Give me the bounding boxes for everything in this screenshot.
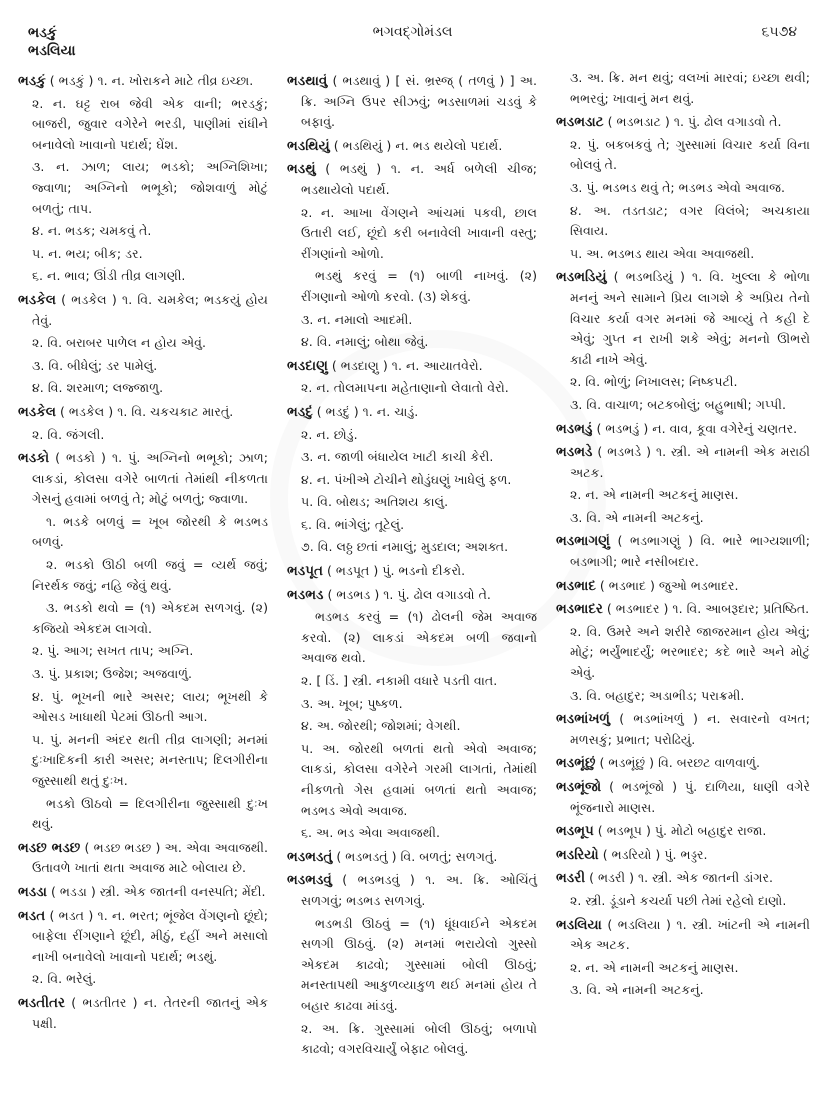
definition-text: ૨. વિ. ઉમરે અને શરીરે જાજરમાન હોય એવું; મોટું; ભર્યુંભાદર્યું; ભરભાદર; કદે ભારે અને મોટું એવું. [570, 623, 810, 681]
definition-text: ૫. પું. મનની અંદર થતી તીવ્ર લાગણી; મનમાં દુઃખાદિકની કારી અસર; મનસ્તાપ; દિલગીરીના જુસ્સાથી થતું દુઃખ. [32, 731, 268, 788]
sense-line [287, 425, 537, 446]
definition-text: ( ભડભડવું ) ૧. અ. ક્રિ. ઓચિંતું સળગવું; ભડભડ સળગવું. [301, 872, 537, 908]
headword: ભડકું [18, 73, 46, 89]
dictionary-entry [556, 112, 810, 133]
sense-line [287, 1019, 537, 1060]
dictionary-entry [556, 267, 810, 370]
sense-line [287, 203, 537, 265]
sense-line [287, 447, 537, 468]
definition-text: ૨. ન. એ નામની અટકનું માણસ. [570, 959, 739, 975]
sense-line [287, 671, 537, 692]
sense-line [556, 244, 810, 265]
sense-line [556, 508, 810, 529]
sense-line [556, 686, 810, 707]
definition-text: ૨. ન. આખા વેંગણને આંચમાં પકવી, છાલ ઉતારી લઈ, છૂંદો કરી બનાવેલી ખાવાની વસ્તુ; રીંગણાંનો ઓળો. [301, 204, 537, 261]
definition-text: ભડકો ઊઠવો = દિલગીરીના જુસ્સાથી દુઃખ થવું. [32, 795, 268, 832]
headword: ભડકેલ [18, 291, 56, 308]
definition-text: ૪. વિ. શરમાળ; લજ્જાળુ. [32, 380, 164, 396]
definition-text: ૫. ન. ભય; બીક; ડર. [32, 245, 143, 261]
dictionary-entry [556, 531, 810, 572]
definition-text: ( ભડપૂત ) પું. ભડનો દીકરો. [322, 563, 466, 579]
definition-text: ( ભડભૂપ ) પું. મોટો બહાદુર રાજા. [593, 823, 767, 839]
definition-text: ૬. વિ. ભાંગેલું; તૂટેલું. [301, 516, 405, 532]
sense-line [18, 378, 268, 399]
definition-text: ૫. અ. જોરથી બળતાં થતો એવો અવાજ; લાકડાં, કોલસા વગેરેને ગરમી લાગતાં, તેમાંથી નીકળતો ગેસ હવામાં બળતાં થતો અવાજ; ભડભડ એવો અવાજ. [301, 740, 537, 818]
idiom-line [287, 266, 537, 307]
headword: ભડભડાટ [556, 114, 604, 131]
dictionary-entry [556, 845, 810, 866]
sense-line [18, 664, 268, 685]
headword: ભડભડિયું [556, 269, 607, 286]
sense-line [18, 244, 268, 265]
sense-line [287, 378, 537, 399]
definition-text: ૩. ન. ઝાળ; લાય; ભડકો; અગ્નિશિખા; જ્વાળા; અગ્નિનો ભભૂકો; જોશવાળું મોટું બળતું; તાપ. [32, 159, 268, 216]
definition-text: ૬. ન. ભાવ; ઊંડી તીવ્ર લાગણી. [32, 268, 186, 284]
definition-text: ૩. પું. ભડભડ થવું તે; ભડભડ એવો અવાજ. [570, 179, 786, 195]
definition-text: ૭. વિ. લઠ્ઠ છતાં નમાલું; મુડદાલ; અશક્ત. [301, 539, 509, 555]
definition-text: ( ભડભૂંછું ) વિ. બરછટ વાળવાળું. [595, 755, 760, 771]
sense-line [287, 332, 537, 353]
sense-line [18, 730, 268, 792]
dictionary-entry [556, 709, 810, 750]
dictionary-entry [287, 159, 537, 200]
sense-line [18, 425, 268, 446]
sense-line [556, 68, 810, 109]
definition-text: ૧. ભડકે બળવું = ખૂબ જોરથી કે ભડભડ બળવું. [32, 513, 268, 550]
headword: ભડથિયું [287, 137, 330, 154]
sense-line [287, 492, 537, 513]
definition-text: ભડભડ કરવું = (૧) ઢોલની જેમ અવાજ કરવો. (૨) લાકડાં એકદમ બળી જવાનો અવાજ થવો. [301, 609, 537, 666]
dictionary-entry [287, 356, 537, 377]
definition-text: ૨. સ્ત્રી. ડૂંડાને કચર્યા પછી તેમાં રહેલો દાણો. [570, 892, 787, 908]
sense-line [18, 969, 268, 990]
definition-text: ૨. ન. ઘટ્ટ રાબ જેવી એક વાની; ભરડકું; બાજરી, જુવાર વગેરેને ભરડી, પાણીમાં રાંધીને બનાવેલો ખાવાનો પદાર્થ; ઘેંશ. [32, 95, 268, 152]
dictionary-entry [287, 847, 537, 868]
idiom-line [18, 794, 268, 835]
headword: ભડલિયા [556, 916, 602, 933]
column-3 [556, 68, 810, 1003]
definition-text: ( ભડત ) ૧. ન. ભરત; ભૂંજેલ વેંગણનો છૂંદો; બાફેલા રીંગણાને છૂંદી, મીઠું, દહીં અને મસાલો નાખી બનાવેલો ખાવાનો પદાર્થ; ભડથું. [32, 907, 268, 964]
headword: ભડત [18, 907, 46, 924]
sense-line [556, 622, 810, 684]
dictionary-entry [287, 71, 537, 133]
dictionary-entry [556, 599, 810, 620]
sense-line [556, 980, 810, 1001]
last-guide-word: ભડલિયા [28, 43, 76, 59]
definition-text: ૨. વિ. ભરેલું. [32, 971, 97, 987]
dictionary-entry [18, 993, 268, 1034]
headword: ભડથું [287, 161, 316, 178]
definition-text: ( ભડકેલ ) ૧. વિ. ચકચકાટ મારતું. [55, 403, 234, 419]
dictionary-entry [18, 448, 268, 510]
headword: ભડદું [287, 403, 313, 420]
definition-text: ૨. પું. બકબકવું તે; ગુસ્સામાં વિચાર કર્યા વિના બોલવું તે. [570, 136, 810, 173]
definition-text: ( ભડરી ) ૧. સ્ત્રી. એક જાતની ડાંગર. [585, 870, 773, 886]
headword: ભડતીતર [18, 994, 65, 1011]
headword: ભડભાંખળું [556, 711, 610, 728]
sense-line [18, 333, 268, 354]
headword: ભડભાદર [556, 601, 603, 618]
sense-line [18, 687, 268, 728]
definition-text: ( ભડતીતર ) ન. તેતરની જાતનું એક પક્ષી. [32, 994, 268, 1031]
headword: ભડભાદ [556, 577, 596, 594]
definition-text: ૪. ન. પંખીએ ટોચીને થોડુંઘણું ખાધેલું ફળ. [301, 471, 512, 487]
idiom-line [287, 607, 537, 669]
dictionary-entry [18, 906, 268, 968]
dictionary-entry [18, 290, 268, 331]
definition-text: ( ભડભાગણું ) વિ. ભારે ભાગ્યશાળી; બડભાગી; ભારે નસીબદાર. [570, 533, 810, 570]
headword: ભડભાગણું [556, 533, 610, 550]
definition-text: ૩. વિ. બહાદુર; અડાભીડ; પરાક્રમી. [570, 687, 745, 703]
definition-text: ( ભડરિયો ) પું. ભડ્ડર. [598, 846, 708, 862]
definition-text: ( ભડલિયા ) ૧. સ્ત્રી. ખાંટની એ નામની એક અટક. [570, 916, 810, 953]
definition-text: ( ભડભાદર ) ૧. વિ. આબરૂદાર; પ્રતિષ્ઠિત. [602, 601, 810, 617]
definition-text: ૩. વિ. એ નામની અટકનું. [570, 509, 704, 525]
definition-text: ૩. પું. પ્રકાશ; ઉજેશ; અજવાળું. [32, 666, 193, 682]
definition-text: ૨. વિ. જંગલી. [32, 426, 105, 442]
definition-text: ( ભડદાણુ ) ૧. ન. આયાતવેરો. [327, 357, 483, 373]
sense-line [556, 395, 810, 416]
definition-text: ( ભડકો ) ૧. પું. અગ્નિનો ભભૂકો; ઝાળ; લાકડાં, કોલસા વગેરે બાળતાં તેમાંથી નીકળતા ગેસનું હવામાં બળવું તે; મોટું બળતું; જ્વાળા. [32, 450, 268, 507]
dictionary-entry [287, 561, 537, 582]
running-title: ભગવદ્ગોમંડલ [372, 24, 453, 40]
headword: ભડરી [556, 870, 586, 887]
sense-line [287, 716, 537, 737]
headword: ભડથાવું [287, 73, 328, 89]
dictionary-entry [556, 442, 810, 483]
definition-text: ૬. અ. ભડ એવા અવાજથી. [301, 825, 440, 841]
definition-text: ૪. ન. ભડક; ચમકવું તે. [32, 223, 152, 239]
definition-text: ( ભડભડાટ ) ૧. પું. ઢોલ વગાડવો તે. [603, 114, 782, 130]
definition-text: ( ભડભડિયું ) ૧. વિ. ખુલ્લા કે ભોળા મનનું અને સામાને પ્રિય લાગશે કે અપ્રિય તેનો વિચાર કર્યા વગર મનમાં જે આવ્યું તે કહી દે એવું; ગુપ્ત ન રાખી શકે એવું; મનનો ઊભરો કાઢી નાખે એવું. [570, 269, 810, 367]
definition-text: ૫. વિ. બોથડ; અતિશય કાલું. [301, 494, 449, 510]
idiom-line [287, 914, 537, 1017]
sense-line [556, 178, 810, 199]
definition-text: ૨. ન. તોલમાપના મહેતાણાનો લેવાતો વેરો. [301, 380, 509, 396]
definition-text: ૨. ભડકો ઊઠી બળી જવું = વ્યર્થ જવું; નિરર્થક જવું; નહિ જેવું થવું. [32, 557, 268, 593]
headword: ભડકો [18, 450, 50, 467]
first-guide-word: ભડકું [28, 25, 57, 41]
dictionary-entry [556, 821, 810, 842]
dictionary-entry [18, 838, 268, 879]
headword: ભડદાણુ [287, 357, 328, 374]
headword: ભડડા [18, 883, 47, 900]
dictionary-entry [556, 576, 810, 597]
definition-text: ૨. ન. એ નામની અટકનું માણસ. [570, 487, 739, 503]
sense-line [556, 891, 810, 912]
definition-text: ૪. પું. ભૂખની ભારે અસર; લાય; ભૂખથી કે ઓસડ ખાધાથી પેટમાં ઊઠતી આગ. [32, 688, 268, 725]
headword: ભડપૂત [287, 563, 323, 580]
dictionary-entry [287, 585, 537, 606]
definition-text: ૨. વિ. ભોળું; નિખાલસ; નિષ્કપટી. [570, 374, 738, 390]
definition-text: ૩. અ. ક્રિ. મન થવું; વલખાં મારવાં; ઇચ્છા થવી; ભભરવું; ખાવાનું મન થવું. [570, 70, 810, 106]
definition-text: ( ભડકું ) ૧. ન. ખોરાકને માટે તીવ્ર ઇચ્છા. [45, 73, 254, 88]
dictionary-entry [556, 868, 810, 889]
sense-line [18, 356, 268, 377]
sense-line [556, 135, 810, 176]
definition-text: ૩. ભડકો થવો = (૧) એકદમ સળગવું. (૨) કજિયો એકદમ લાગવો. [32, 600, 268, 636]
headword: ભડભૂંછું [556, 755, 596, 772]
headword: ભડભડું [556, 420, 593, 437]
definition-text: ૨. [ ડિં. ] સ્ત્રી. નકામી વધારે પડતી વાત. [301, 673, 498, 689]
headword: ભડભૂંજો [556, 779, 602, 795]
sense-line [287, 537, 537, 558]
definition-text: ( ભડભડ ) ૧. પું. ઢોલ વગાડવો તે. [323, 586, 491, 602]
sense-line [556, 485, 810, 506]
definition-text: ( ભડથાવું ) [ સં. ભ્રસ્જ્ ( તળવું ) ] અ. ક્રિ. અગ્નિ ઉપર સીઝવું; ભડસાળમાં ચડવું કે બફાવું. [301, 73, 537, 130]
headword: ભડભડવું [287, 872, 332, 889]
column-1 [18, 68, 268, 1036]
headword: ભડરિયો [556, 846, 599, 863]
headword: ભડભડ [287, 586, 324, 603]
definition-text: ૪. અ. જોરથી; જોશમાં; વેગથી. [301, 718, 461, 734]
sense-line [287, 310, 537, 331]
headword: ભડછ ભડછ [18, 839, 81, 856]
definition-text: ( ભડદું ) ૧. ન. ચાડું. [312, 403, 419, 419]
sense-line [556, 958, 810, 979]
sense-line [18, 94, 268, 156]
idiom-line [18, 598, 268, 639]
definition-text: ૨. વિ. બરાબર પાળેલ ન હોય એવું. [32, 335, 206, 351]
sense-line [18, 641, 268, 662]
headword: ભડકેલ [18, 403, 56, 420]
sense-line [287, 694, 537, 715]
definition-text: ( ભડભાંખળું ) ન. સવારનો વખત; મળસકું; પ્રભાત; પરોઢિયું. [570, 711, 810, 747]
definition-text: ૩. ન. જાળી બંધાયેલ ખાટી કાચી કેરી. [301, 449, 494, 465]
dictionary-entry [556, 753, 810, 774]
headword: ભડભૂપ [556, 823, 594, 840]
definition-text: ૪. અ. તડતડાટ; વગર વિલંબે; અચકાયા સિવાય. [570, 202, 810, 239]
idiom-line [18, 512, 268, 553]
definition-text: ( ભડથિયું ) ન. ભડ થયેલો પદાર્થ. [329, 137, 503, 153]
column-2 [287, 68, 537, 1062]
sense-line [287, 515, 537, 536]
definition-text: ( ભડભૂંજો ) પું. દાળિયા, ધાણી વગેરે ભૂંજનારો માણસ. [570, 779, 810, 815]
definition-text: ( ભડભાદ ) જુઓ ભડભાદર. [595, 577, 739, 593]
definition-text: ૪. વિ. નમાલું; બોથા જેવું. [301, 334, 429, 350]
definition-text: ૩. વિ. એ નામની અટકનું. [570, 982, 704, 998]
dictionary-entry [18, 402, 268, 423]
sense-line [287, 739, 537, 821]
headword: ભડભડતું [287, 848, 333, 865]
dictionary-entry [287, 402, 537, 423]
dictionary-entry [18, 882, 268, 903]
sense-line [18, 266, 268, 287]
definition-text: ભડભડી ઊઠવું = (૧) ધૂંધવાઈને એકદમ સળગી ઊઠવું. (૨) મનમાં ભરાયેલો ગુસ્સો એકદમ કાઢવો; ગુસ્સામાં બોલી ઊઠવું; મનસ્તાપથી આકુળવ્યાકુળ થઈ મનમાં હોય તે બહાર કાઢવા માંડવું. [301, 915, 537, 1013]
dictionary-entry [287, 136, 537, 157]
idiom-line [18, 555, 268, 596]
definition-text: ( ભડભડું ) ન. વાવ, કૂવા વગેરેનું ચણતર. [592, 420, 798, 436]
definition-text: ( ભડડા ) સ્ત્રી. એક જાતની વનસ્પતિ; મેંદી. [46, 883, 266, 899]
definition-text: ૩. વિ. વાચાળ; બટકબોલું; બહુભાષી; ગપ્પી. [570, 396, 786, 412]
sense-line [287, 823, 537, 844]
definition-text: ( ભડથું ) ૧. ન. અર્ધ બળેલી ચીજ; ભડથાયેલો પદાર્થ. [301, 161, 537, 197]
definition-text: ( ભડભડે ) ૧. સ્ત્રી. એ નામની એક મરાઠી અટક. [570, 444, 810, 480]
dictionary-entry [556, 777, 810, 818]
definition-text: ( ભડછ ભડછ ) અ. એવા અવાજથી. ઉતાવળે ખાતાં થતા અવાજ માટે બોલાય છે. [32, 839, 268, 876]
dictionary-entry [556, 419, 810, 440]
definition-text: ભડથું કરવું = (૧) બાળી નાખવું. (૨) રીંગણાનો ઓળો કરવો. (૩) શેકવું. [301, 268, 537, 304]
sense-line [287, 470, 537, 491]
sense-line [556, 201, 810, 242]
definition-text: ( ભડકેલ ) ૧. વિ. ચમકેલ; ભડકયું હોય તેવું. [32, 291, 268, 328]
page-number: ૬૫૭૪ [761, 24, 797, 40]
sense-line [18, 157, 268, 219]
sense-line [18, 221, 268, 242]
definition-text: ( ભડભડતું ) વિ. બળતું; સળગતું. [332, 848, 498, 864]
sense-line [556, 372, 810, 393]
definition-text: ૨. અ. ક્રિ. ગુસ્સામાં બોલી ઊઠવું; બળાપો કાઢવો; વગરવિચાર્યું બેફાટ બોલવું. [301, 1020, 537, 1057]
definition-text: ૨. પું. આગ; સખત તાપ; અગ્નિ. [32, 643, 194, 659]
definition-text: ૩. ન. નમાલો આદમી. [301, 311, 413, 327]
definition-text: ૫. અ. ભડભડ થાય એવા અવાજથી. [570, 245, 755, 261]
dictionary-entry [556, 915, 810, 956]
definition-text: ૩. અ. ખૂબ; પુષ્કળ. [301, 695, 403, 711]
dictionary-entry [287, 870, 537, 911]
definition-text: ૩. વિ. બીધેલું; ડર પામેલું. [32, 357, 158, 373]
definition-text: ૨. ન. છોડું. [301, 426, 358, 442]
dictionary-entry [18, 71, 268, 92]
headword: ભડભડે [556, 444, 593, 461]
